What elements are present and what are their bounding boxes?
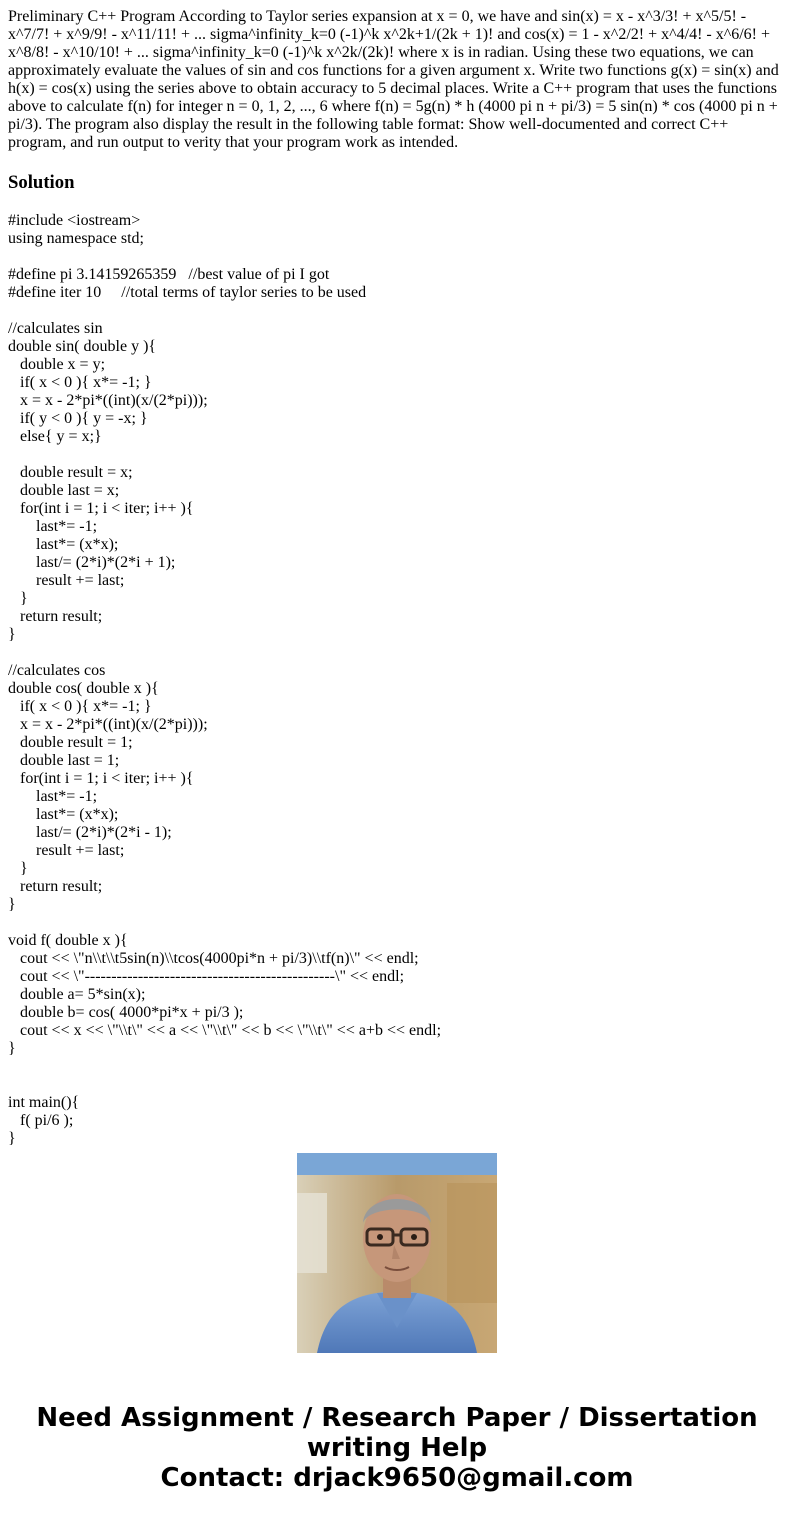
solution-heading: Solution bbox=[8, 172, 75, 193]
code-line: last/= (2*i)*(2*i + 1); bbox=[8, 554, 176, 571]
code-line bbox=[8, 302, 786, 320]
code-line: last*= (x*x); bbox=[8, 806, 119, 823]
code-line: } bbox=[8, 626, 16, 643]
code-line: } bbox=[8, 896, 16, 913]
code-line: double last = 1; bbox=[8, 752, 120, 769]
code-line: #define pi 3.14159265359 //best value of pi I got bbox=[8, 266, 330, 283]
code-line bbox=[8, 644, 786, 662]
code-line: cout << \"n\\t\\t5sin(n)\\tcos(4000pi*n + pi/3)\\tf(n)\" << endl; bbox=[8, 950, 419, 967]
code-line: double cos( double x ){ bbox=[8, 680, 159, 697]
promo-line-2: writing Help bbox=[306, 1433, 488, 1463]
code-line bbox=[8, 248, 786, 266]
code-line: result += last; bbox=[8, 842, 125, 859]
code-line: double b= cos( 4000*pi*x + pi/3 ); bbox=[8, 1004, 244, 1021]
code-line: #define iter 10 //total terms of taylor series to be used bbox=[8, 284, 367, 301]
promo-banner bbox=[0, 1403, 794, 1493]
document-content bbox=[8, 0, 786, 1147]
code-line: return result; bbox=[8, 608, 103, 625]
code-line: cout << x << \"\\t\" << a << \"\\t\" << b << \"\\t\" << a+b << endl; bbox=[8, 1022, 442, 1039]
code-line: last/= (2*i)*(2*i - 1); bbox=[8, 824, 172, 841]
code-line bbox=[8, 1076, 786, 1094]
code-line: } bbox=[8, 590, 28, 607]
code-line: result += last; bbox=[8, 572, 125, 589]
code-line: using namespace std; bbox=[8, 230, 144, 247]
code-line: last*= -1; bbox=[8, 788, 98, 805]
code-line: double x = y; bbox=[8, 356, 106, 373]
code-line: double sin( double y ){ bbox=[8, 338, 157, 355]
code-line: //calculates cos bbox=[8, 662, 106, 679]
author-avatar bbox=[297, 1153, 497, 1353]
code-line: double result = x; bbox=[8, 464, 133, 481]
code-line: } bbox=[8, 1130, 16, 1147]
code-line: #include <iostream> bbox=[8, 212, 141, 229]
code-line: cout << \"-----------------------------------------------\" << endl; bbox=[8, 968, 405, 985]
question-text: Preliminary C++ Program According to Taylor series expansion at x = 0, we have and sin(x) = x - x^3/3! + x^5/5! - x^7/7! + x^9/9! - x^11/11! + ... sigma^infinity_k=0 (-1)^k x^2k+1/(2k + 1)! and cos(x) = 1 - x^2/2! + x^4/4! - x^6/6! + x^8/8! - x^10/10! + ... sigma^infinity_k=0 (-1)^k x^2k/(2k)! where x is in radian. Using these two equations, we can approximately evaluate the values of sin and cos functions for a given argument x. Write two functions g(x) = sin(x) and h(x) = cos(x) using the series above to obtain accuracy to 5 decimal places. Write a C++ program that uses the functions above to calculate f(n) for integer n = 0, 1, 2, ..., 6 where f(n) = 5g(n) * h (4000 pi n + pi/3) = 5 sin(n) * cos (4000 pi n + pi/3). The program also display the result in the following table format: Show well-documented and correct C++ program, and run output to verity that your program work as intended. bbox=[8, 8, 779, 151]
code-line: int main(){ bbox=[8, 1094, 80, 1111]
code-line: x = x - 2*pi*((int)(x/(2*pi))); bbox=[8, 716, 208, 733]
code-line bbox=[8, 1058, 786, 1076]
code-line: last*= -1; bbox=[8, 518, 98, 535]
code-block bbox=[8, 212, 786, 1148]
code-line: } bbox=[8, 860, 28, 877]
code-line: return result; bbox=[8, 878, 103, 895]
code-line bbox=[8, 446, 786, 464]
code-line: else{ y = x;} bbox=[8, 428, 102, 445]
code-line: for(int i = 1; i < iter; i++ ){ bbox=[8, 770, 194, 787]
code-line: x = x - 2*pi*((int)(x/(2*pi))); bbox=[8, 392, 208, 409]
code-line: if( x < 0 ){ x*= -1; } bbox=[8, 374, 152, 391]
code-line: if( x < 0 ){ x*= -1; } bbox=[8, 698, 152, 715]
code-line: if( y < 0 ){ y = -x; } bbox=[8, 410, 148, 427]
code-line bbox=[8, 914, 786, 932]
code-line: void f( double x ){ bbox=[8, 932, 128, 949]
code-line: f( pi/6 ); bbox=[8, 1112, 74, 1129]
promo-contact: Contact: drjack9650@gmail.com bbox=[160, 1463, 634, 1493]
code-line: double last = x; bbox=[8, 482, 120, 499]
code-line: for(int i = 1; i < iter; i++ ){ bbox=[8, 500, 194, 517]
code-line: double result = 1; bbox=[8, 734, 133, 751]
promo-line-1: Need Assignment / Research Paper / Dissertation bbox=[36, 1403, 758, 1433]
code-line: double a= 5*sin(x); bbox=[8, 986, 146, 1003]
code-line: //calculates sin bbox=[8, 320, 103, 337]
code-line: } bbox=[8, 1040, 16, 1057]
code-line: last*= (x*x); bbox=[8, 536, 119, 553]
